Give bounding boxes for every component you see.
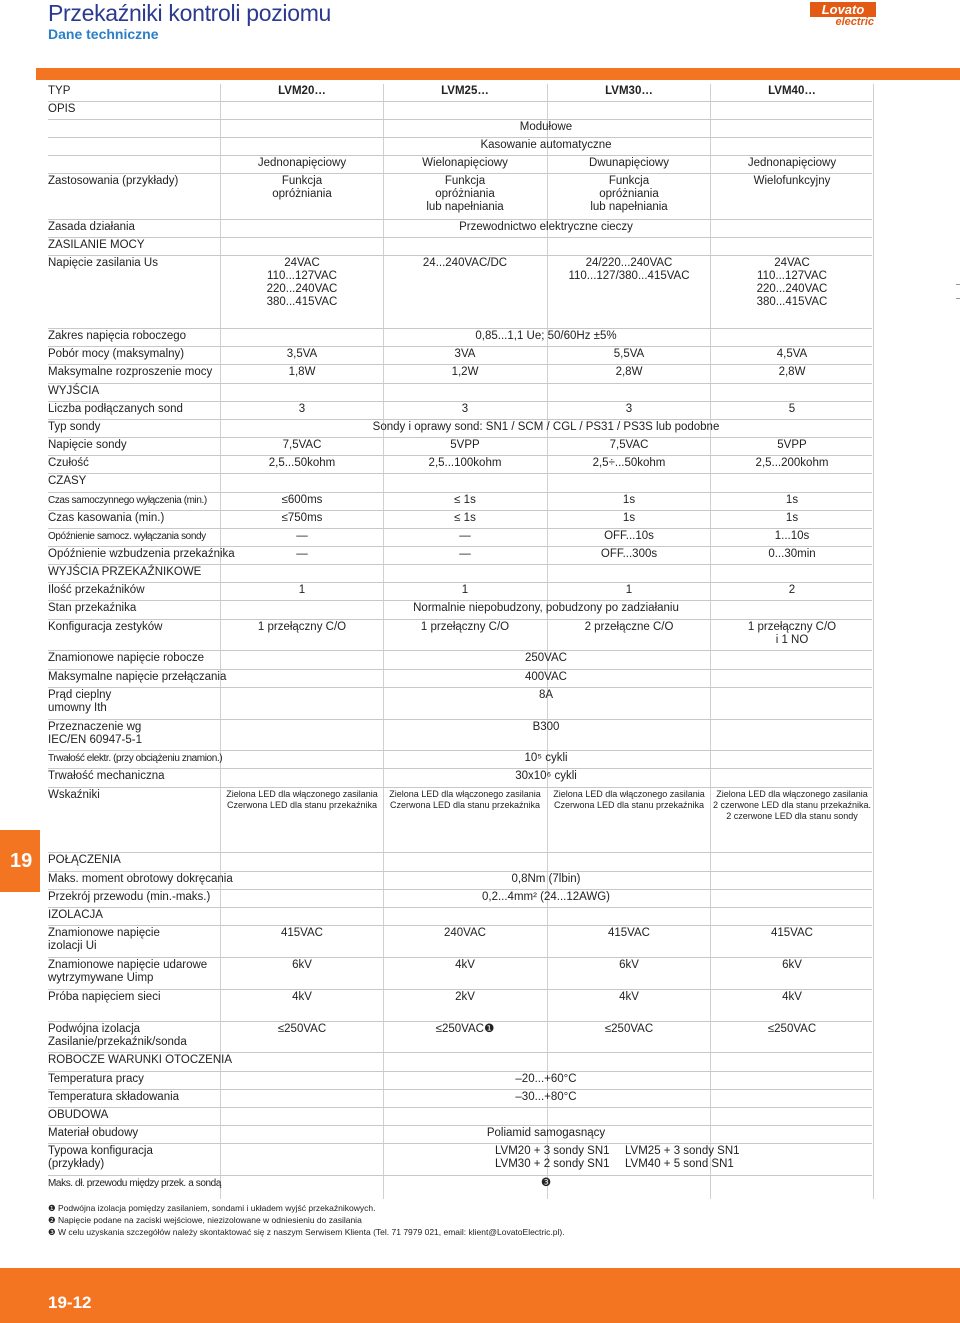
- cell-span: 10⁵ cykli: [524, 752, 568, 764]
- cell-4: 4kV: [782, 991, 802, 1003]
- row-separator: [48, 473, 872, 474]
- row-label: Opóźnienie samocz. wyłączania sondy: [48, 531, 206, 542]
- section-tab: [0, 830, 40, 892]
- cell-3: 7,5VAC: [609, 439, 649, 451]
- cell-4: 2: [788, 584, 796, 596]
- row-separator: [48, 1143, 872, 1144]
- row-label: WYJŚCIA PRZEKAŹNIKOWE: [48, 566, 202, 578]
- cell-4: 1s: [785, 494, 799, 506]
- row-separator: [48, 155, 872, 156]
- cell-4: 24VAC 110...127VAC 220...240VAC 380...415VAC: [756, 257, 828, 308]
- cell-1: 1 przełączny C/O: [257, 621, 347, 633]
- row-separator: [48, 419, 872, 420]
- row-label: Przekrój przewodu (min.-maks.): [48, 891, 211, 903]
- row-label: POŁĄCZENIA: [48, 854, 121, 866]
- cell-1: 415VAC: [281, 927, 323, 939]
- cell-2: 1,2W: [451, 366, 479, 378]
- row-separator: [48, 719, 872, 720]
- cell-4: 0...30min: [768, 548, 816, 560]
- cell-3: Zielona LED dla włączonego zasilania Czerwona LED dla stanu przekaźnika: [553, 789, 705, 810]
- cell-2: 3VA: [454, 348, 476, 360]
- row-separator: [48, 871, 872, 872]
- cell-4: 1...10s: [774, 530, 810, 542]
- row-separator: [48, 173, 872, 174]
- row-label: Napięcie sondy: [48, 439, 127, 451]
- row-separator: [48, 925, 872, 926]
- page-title: Przekaźniki kontroli poziomu: [48, 0, 332, 26]
- cell-1: 7,5VAC: [282, 439, 322, 451]
- row-label: Konfiguracja zestyków: [48, 621, 163, 633]
- cell-3: 2,8W: [615, 366, 643, 378]
- cell-4: 415VAC: [771, 927, 813, 939]
- row-separator: [48, 219, 872, 220]
- row-separator: [48, 750, 872, 751]
- row-separator: [48, 669, 872, 670]
- cell-4: 2,8W: [778, 366, 806, 378]
- cell-span: Modułowe: [519, 121, 573, 133]
- row-label: Stan przekaźnika: [48, 602, 137, 614]
- row-separator: [48, 1021, 872, 1022]
- row-separator: [48, 364, 872, 365]
- row-label: CZASY: [48, 475, 87, 487]
- cell-3: 5,5VA: [613, 348, 645, 360]
- row-label: Ilość przekaźników: [48, 584, 145, 596]
- cell-2: 2,5...100kohm: [428, 457, 502, 469]
- row-separator: [48, 957, 872, 958]
- cell-2: 240VAC: [444, 927, 486, 939]
- row-label: Znamionowe napięcie izolacji Ui: [48, 927, 160, 952]
- row-label: Opóźnienie wzbudzenia przekaźnika: [48, 548, 235, 560]
- cell-span: 0,85...1,1 Ue; 50/60Hz ±5%: [475, 330, 617, 342]
- row-separator: [48, 1175, 872, 1176]
- row-label: Przeznaczenie wg IEC/EN 60947-5-1: [48, 721, 142, 746]
- row-label: Maksymalne napięcie przełączania: [48, 671, 227, 683]
- cell-1: ≤250VAC: [277, 1023, 327, 1035]
- footnote-ref: ❸: [540, 1177, 552, 1189]
- cell-4: 2,5...200kohm: [755, 457, 829, 469]
- row-label: Wskaźniki: [48, 789, 100, 801]
- row-separator: [48, 437, 872, 438]
- row-separator: [48, 328, 872, 329]
- row-label: Podwójna izolacja Zasilanie/przekaźnik/sonda: [48, 1023, 187, 1048]
- cell-3: 2 przełączne C/O: [584, 621, 674, 633]
- cell-4: 4,5VA: [776, 348, 808, 360]
- config-example: LVM25 + 3 sondy SN1 LVM40 + 5 sond SN1: [625, 1145, 740, 1170]
- row-label: Trwałość elektr. (przy obciążeniu znamion.): [48, 753, 223, 764]
- bottom-orange-bar: [0, 1268, 960, 1323]
- row-label: WYJŚCIA: [48, 385, 100, 397]
- row-separator: [48, 650, 872, 651]
- row-label: OBUDOWA: [48, 1109, 109, 1121]
- cell-2: 2kV: [455, 991, 475, 1003]
- cell-3: LVM30…: [605, 85, 653, 97]
- cell-2: ≤ 1s: [454, 512, 476, 524]
- cell-3: 1s: [622, 512, 636, 524]
- cell-span: 0,8Nm (7lbin): [511, 873, 581, 885]
- cell-2: ≤250VAC❶: [435, 1023, 495, 1035]
- row-separator: [48, 907, 872, 908]
- row-label: Maks. moment obrotowy dokręcania: [48, 873, 233, 885]
- row-label: Trwałość mechaniczna: [48, 770, 165, 782]
- cell-3: 24/220...240VAC 110...127/380...415VAC: [568, 257, 690, 282]
- edge-tick: [956, 298, 960, 299]
- column-divider: [547, 84, 548, 1199]
- row-separator: [48, 1107, 872, 1108]
- cell-4: Jednonapięciowy: [747, 157, 837, 169]
- row-separator: [48, 119, 872, 120]
- row-label: Czas kasowania (min.): [48, 512, 165, 524]
- row-separator: [48, 255, 872, 256]
- cell-3: OFF...10s: [604, 530, 654, 542]
- cell-1: 2,5...50kohm: [268, 457, 336, 469]
- cell-span: Sondy i oprawy sond: SN1 / SCM / CGL / PS31 / PS3S lub podobne: [372, 421, 720, 433]
- cell-1: 6kV: [292, 959, 312, 971]
- row-label: IZOLACJA: [48, 909, 103, 921]
- row-separator: [48, 383, 872, 384]
- cell-2: 1: [461, 584, 469, 596]
- cell-1: Jednonapięciowy: [257, 157, 347, 169]
- cell-2: 5VPP: [450, 439, 480, 451]
- row-separator: [48, 455, 872, 456]
- section-number: 19: [10, 850, 33, 872]
- cell-2: 3: [461, 403, 469, 415]
- cell-span: Kasowanie automatyczne: [480, 139, 612, 151]
- cell-2: LVM25…: [441, 85, 489, 97]
- cell-4: 1s: [785, 512, 799, 524]
- column-divider: [383, 84, 384, 1199]
- cell-2: Funkcja opróżniania lub napełniania: [426, 175, 504, 213]
- cell-1: LVM20…: [278, 85, 326, 97]
- row-separator: [48, 889, 872, 890]
- cell-2: ≤ 1s: [454, 494, 476, 506]
- cell-span: Normalnie niepobudzony, pobudzony po zadziałaniu: [413, 602, 679, 614]
- footnote: ❸ W celu uzyskania szczegółów należy skontaktować się z naszym Serwisem Klienta (Tel. 71 7979 021, email: klient@LovatoElectric.pl).: [48, 1227, 565, 1237]
- cell-span: Poliamid samogasnący: [486, 1127, 606, 1139]
- row-label: Maksymalne rozproszenie mocy: [48, 366, 213, 378]
- lovato-logo: [810, 2, 876, 28]
- cell-2: —: [459, 530, 471, 542]
- cell-1: 4kV: [292, 991, 312, 1003]
- cell-1: Funkcja opróżniania: [272, 175, 332, 200]
- row-separator: [48, 582, 872, 583]
- cell-4: LVM40…: [768, 85, 816, 97]
- cell-3: OFF...300s: [600, 548, 658, 560]
- row-label: Liczba podłączanych sond: [48, 403, 183, 415]
- cell-1: ≤600ms: [281, 494, 323, 506]
- row-label: Pobór mocy (maksymalny): [48, 348, 185, 360]
- cell-2: 1 przełączny C/O: [420, 621, 510, 633]
- cell-span: –20...+60°C: [515, 1073, 577, 1085]
- cell-3: Funkcja opróżniania lub napełniania: [590, 175, 668, 213]
- cell-span: 8A: [538, 689, 554, 701]
- cell-3: 4kV: [619, 991, 639, 1003]
- row-separator: [48, 546, 872, 547]
- row-label: TYP: [48, 85, 71, 97]
- cell-2: 24...240VAC/DC: [422, 257, 508, 269]
- row-separator: [48, 989, 872, 990]
- page-subtitle: Dane techniczne: [48, 26, 159, 42]
- column-divider: [710, 84, 711, 1199]
- cell-span: –30...+80°C: [515, 1091, 577, 1103]
- row-separator: [48, 528, 872, 529]
- logo-subtext: electric: [835, 16, 874, 28]
- row-label: Typowa konfiguracja (przykłady): [48, 1145, 153, 1170]
- cell-3: 1: [625, 584, 633, 596]
- cell-1: 1: [298, 584, 306, 596]
- row-label: Prąd cieplny umowny Ith: [48, 689, 112, 714]
- row-label: Zakres napięcia roboczego: [48, 330, 187, 342]
- cell-span: 0,2...4mm² (24...12AWG): [481, 891, 611, 903]
- config-example: LVM20 + 3 sondy SN1 LVM30 + 2 sondy SN1: [495, 1145, 610, 1170]
- top-orange-bar: [36, 68, 960, 80]
- row-separator: [48, 600, 872, 601]
- cell-1: ≤750ms: [281, 512, 323, 524]
- cell-3: ≤250VAC: [604, 1023, 654, 1035]
- cell-3: 1s: [622, 494, 636, 506]
- footnote: ❶ Podwójna izolacja pomiędzy zasilaniem, sondami i układem wyjść przekaźnikowych.: [48, 1203, 376, 1213]
- row-label: Maks. dł. przewodu między przek. a sondą: [48, 1178, 221, 1189]
- cell-1: 24VAC 110...127VAC 220...240VAC 380...415VAC: [266, 257, 338, 308]
- cell-4: Zielona LED dla włączonego zasilania 2 czerwone LED dla stanu przekaźnika. 2 czerwone LED dla stanu sondy: [712, 789, 872, 821]
- edge-tick: [956, 284, 960, 285]
- row-label: Znamionowe napięcie robocze: [48, 652, 204, 664]
- row-label: Materiał obudowy: [48, 1127, 139, 1139]
- cell-1: 3,5VA: [286, 348, 318, 360]
- row-label: Temperatura pracy: [48, 1073, 144, 1085]
- cell-4: 5VPP: [777, 439, 807, 451]
- row-label: Czułość: [48, 457, 89, 469]
- cell-4: 6kV: [782, 959, 802, 971]
- row-separator: [48, 768, 872, 769]
- cell-1: 3: [298, 403, 306, 415]
- cell-span: 30x10⁶ cykli: [515, 770, 577, 782]
- cell-1: —: [296, 548, 308, 560]
- row-separator: [48, 401, 872, 402]
- cell-3: 2,5÷...50kohm: [592, 457, 666, 469]
- row-separator: [48, 346, 872, 347]
- row-label: Zastosowania (przykłady): [48, 175, 179, 187]
- cell-4: ≤250VAC: [767, 1023, 817, 1035]
- row-separator: [48, 510, 872, 511]
- row-separator: [48, 101, 872, 102]
- cell-3: 6kV: [619, 959, 639, 971]
- cell-2: Wielonapięciowy: [422, 157, 508, 169]
- row-separator: [48, 619, 872, 620]
- row-separator: [48, 1089, 872, 1090]
- logo-text: Lovato: [810, 2, 876, 17]
- row-label: Próba napięciem sieci: [48, 991, 161, 1003]
- cell-span: 400VAC: [525, 671, 567, 683]
- row-separator: [48, 852, 872, 853]
- row-label: Czas samoczynnego wyłączenia (min.): [48, 495, 207, 506]
- cell-4: 5: [788, 403, 796, 415]
- cell-2: —: [459, 548, 471, 560]
- row-label: Znamionowe napięcie udarowe wytrzymywane Uimp: [48, 959, 208, 984]
- cell-3: Dwunapięciowy: [589, 157, 669, 169]
- cell-3: 415VAC: [608, 927, 650, 939]
- row-separator: [48, 787, 872, 788]
- row-label: ZASILANIE MOCY: [48, 239, 145, 251]
- row-separator: [48, 137, 872, 138]
- row-label: Temperatura składowania: [48, 1091, 180, 1103]
- row-label: Napięcie zasilania Us: [48, 257, 158, 269]
- cell-1: Zielona LED dla włączonego zasilania Czerwona LED dla stanu przekaźnika: [226, 789, 378, 810]
- column-divider: [873, 84, 874, 1199]
- row-label: Typ sondy: [48, 421, 101, 433]
- cell-span: 250VAC: [525, 652, 567, 664]
- row-separator: [48, 1125, 872, 1126]
- row-label: Zasada działania: [48, 221, 135, 233]
- cell-span: Przewodnictwo elektryczne cieczy: [459, 221, 633, 233]
- column-divider: [220, 84, 221, 1199]
- row-separator: [48, 237, 872, 238]
- row-separator: [48, 492, 872, 493]
- cell-4: Wielofunkcyjny: [753, 175, 831, 187]
- cell-span: B300: [532, 721, 560, 733]
- row-label: ROBOCZE WARUNKI OTOCZENIA: [48, 1054, 233, 1066]
- row-separator: [48, 687, 872, 688]
- cell-1: 1,8W: [288, 366, 316, 378]
- cell-2: Zielona LED dla włączonego zasilania Czerwona LED dla stanu przekaźnika: [389, 789, 541, 810]
- footnote: ❷ Napięcie podane na zaciski wejściowe, niezizolowane w odniesieniu do zasilania: [48, 1215, 362, 1225]
- row-separator: [48, 1052, 872, 1053]
- cell-4: 1 przełączny C/O i 1 NO: [747, 621, 837, 646]
- row-separator: [48, 1071, 872, 1072]
- cell-2: 4kV: [455, 959, 475, 971]
- cell-3: 3: [625, 403, 633, 415]
- page-number: 19-12: [48, 1293, 92, 1312]
- cell-1: —: [296, 530, 308, 542]
- row-label: OPIS: [48, 103, 76, 115]
- row-separator: [48, 564, 872, 565]
